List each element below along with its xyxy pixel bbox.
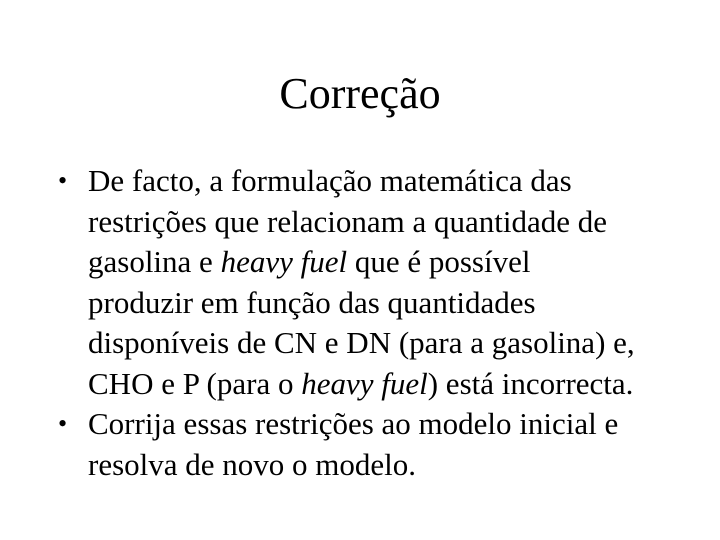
bullet-list — [58, 161, 678, 485]
italic-term: heavy fuel — [301, 365, 428, 401]
bullet-item-1 — [58, 161, 678, 404]
bullet-1-line-3: gasolina e heavy fuel que é possível — [88, 244, 531, 279]
bullet-marker: • — [58, 409, 68, 438]
bullet-item-2 — [58, 404, 678, 485]
slide-title: Correção — [279, 69, 441, 118]
bullet-1-line-2: restrições que relacionam a quantidade de — [88, 203, 608, 239]
bullet-2-line-1: Corrija essas restrições ao modelo inicial e — [88, 406, 619, 441]
bullet-1-line-1: De facto, a formulação matemática das — [88, 163, 572, 198]
italic-term: heavy fuel — [220, 244, 348, 279]
bullet-1-line-5: disponíveis de CN e DN (para a gasolina) e, — [88, 325, 635, 360]
bullet-1-line-6: CHO e P (para o heavy fuel) está incorrecta. — [88, 365, 634, 401]
bullet-2-line-2: resolva de novo o modelo. — [88, 446, 417, 482]
bullet-marker: • — [58, 166, 68, 195]
bullet-1-line-4: produzir em função das quantidades — [88, 284, 536, 320]
